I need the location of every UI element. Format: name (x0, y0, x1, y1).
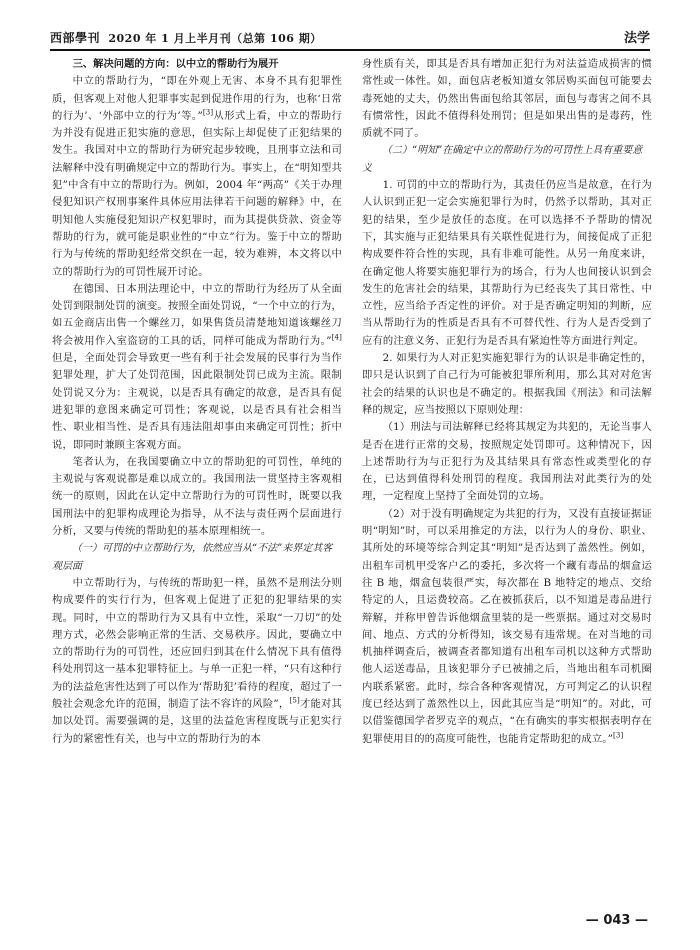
citation: [4] (331, 333, 342, 342)
section-heading: 三、解决问题的方向：以中立的帮助行为展开 (72, 58, 279, 70)
paragraph: （1）刑法与司法解释已经将其规定为共犯的，无论当事人是否在进行正常的交易，按照规定处罚即可。这种情况下，因上述帮助行为与正犯行为及其结果具有常态性或类型化的存在，已达到值得科处刑罚的程度。我国刑法对此类行为的处理，一定程度上坚持了全面处罚的立场。 (362, 421, 652, 503)
citation: [3] (613, 731, 624, 740)
citation: [3] (202, 108, 214, 117)
paragraph: 笔者认为，在我国要确立中立的帮助犯的可罚性，单纯的主观说与客观说都是难以成立的。我国刑法一贯坚持主客观相统一的原则，因此在认定中立帮助行为的可罚性时，既要以我国刑法中的犯罪构成理论为指导，从不法与责任两个层面进行分析，又要与传统的帮助犯的基本原理相统一。 (52, 455, 342, 538)
issue-info: 2020 年 1 月上半月刊（总第 106 期） (108, 32, 322, 45)
section-tag: 法学 (623, 31, 650, 46)
subsection-heading: （二）“明知”在确定中立的帮助行为的可罚性上具有重要意义 (362, 145, 643, 174)
paragraph: 1. 可罚的中立的帮助行为，其责任仍应当是故意，在行为人认识到正犯一定会实施犯罪行为时，仍然予以帮助，其对正犯的结果，至少是放任的态度。在可以选择不予帮助的情况下，其实施与正犯结果具有关联性促进行为，间接促成了正犯构成要件符合性的实现，具有非难可能性。从另一角度来讲，在确定他人将要实施犯罪行为的场合，行为人也间接认识到会发生的危害社会的结果，其帮助行为已经丧失了其日常性、中立性，应当给予否定性的评价。对于是否确定明知的判断，应当从帮助行为的性质是否具有不可替代性、行为人是否受到了应有的注意义务、正犯行为是否具有紧迫性等方面进行判定。 (362, 179, 652, 347)
page-number: — 043 — (585, 913, 648, 928)
left-column (52, 56, 342, 901)
paragraph: 2. 如果行为人对正犯实施犯罪行为的认识是非确定性的，即只是认识到了自己行为可能被犯罪所利用，那么其对对危害社会的结果的认识也是不确定的。根据我国《刑法》和司法解释的规定，应当按照以下原则处理： (362, 352, 652, 416)
right-column (362, 56, 652, 901)
journal-issue-line (50, 29, 322, 46)
paragraph: 中立帮助行为，与传统的帮助犯一样，虽然不是刑法分则构成要件的实行行为，但客观上促进了正犯的犯罪结果的实现。同时，中立的帮助行为又具有中立性，采取“一刀切”的处理方式，必然会影响正常的生活、交易秩序。因此，要确立中立的帮助行为的可罚性，还应回归到其在什么情况下具有值得科处刑罚这一基本犯罪特征上。与单一正犯一样，“只有这种行为的法益危害性达到了可以作为‘帮助犯’看待的程度，超过了一般社会观念允许的范围，制造了法不容许的风险”，[5]才能对其加以处罚。需要强调的是，这里的法益危害程度既与正犯实行行为的紧密性有关，也与中立的帮助行为的本 (52, 576, 342, 745)
paragraph: 身性质有关，即其是否具有增加正犯行为对法益造成损害的惯常性或一体性。如，面包店老板知道女邻居购买面包可能要去毒死她的丈夫，仍然出售面包给其邻居，面包与毒害之间不具有惯常性，因此不值得科处刑罚；但是如果出售的是毒药，性质就不同了。 (362, 58, 652, 140)
paragraph: 在德国、日本刑法理论中，中立的帮助行为经历了从全面处罚到限制处罚的演变。按照全面处罚说，“一个中立的行为，如五金商店出售一个螺丝刀，如果售货员清楚地知道该螺丝刀将会被用作入室盗窃的工具的话，同样可能成为帮助行为。”[4]但是，全面处罚会导致更一些有利于社会发展的民事行为当作犯罪处理，扩大了处罚范围，因此限制处罚已成为主流。限制处罚说又分为：主观说，以是否具有确定的故意，是否具有促进犯罪的意图来确定可罚性；客观说，以是否具有社会相当性、职业相当性、是否具有违法阻却事由来确定可罚性；折中说，即同时兼顾主客观方面。 (52, 282, 342, 451)
paragraph: （2）对于没有明确规定为共犯的行为，又没有直接证据证明“明知”时，可以采用推定的方法，以行为人的身份、职业、其所处的环境等综合判定其“明知”是否达到了盖然性。例如，出租车司机甲受客户乙的委托，多次将一个藏有毒品的烟盒运往 B 地，烟盒包装很严实，每次都在 B 地特定的地点、交给特定的人，且运费较高。乙在被抓获后，以不知道是毒品进行辩解，并称甲曾告诉他烟盒里装的是一些票据。通过对交易时间、地点、方式的分析得知，该交易有违常规。在对当地的司机抽样调查后，被调查者都知道有出租车司机以这种方式帮助他人运送毒品，且该犯罪分子已被捕之后，当地出租车司机圈内联系紧密。此时，综合各种客观情况，方可判定乙的认识程度已经达到了盖然性以上，因此其应当是“明知”的。对此，可以借鉴德国学者罗克辛的观点，“在有确实的事实根据表明存在犯罪使用目的的高度可能性，也能肯定帮助犯的成立。”[3] (362, 507, 652, 745)
journal-logo: 西部學刊 (50, 31, 101, 45)
body-columns (52, 56, 652, 901)
running-header (50, 26, 650, 51)
citation: [5] (289, 696, 300, 705)
paragraph: 中立的帮助行为，“即在外观上无害、本身不具有犯罪性质，但客观上对他人犯罪事实起到促进作用的行为，也称‘日常的行为’、‘外部中立的行为’等。”[3]从形式上看，中立的帮助行为并没有促进正犯实施的意思，但实际上却促使了正犯结果的发生。我国对中立的帮助行为研究起步较晚，且刑事立法和司法解释中没有明确规定中立的帮助行为。事实上，在“明知型共犯”中含有中立的帮助行为。例如，2004 年“两高”《关于办理侵犯知识产权刑事案件具体应用法律若干问题的解释》中，在明知他人实施侵犯知识产权犯罪时，而为其提供贷款、资金等帮助的行为，就可能是职业性的“中立”行为。鉴于中立的帮助行为与传统的帮助犯经常交织在一起，较为难辨，本文将以中立的帮助行为的可罚性展开讨论。 (52, 75, 342, 278)
subsection-heading: （一）可罚的中立帮助行为，依然应当从“不法”来界定其客观层面 (52, 543, 333, 572)
